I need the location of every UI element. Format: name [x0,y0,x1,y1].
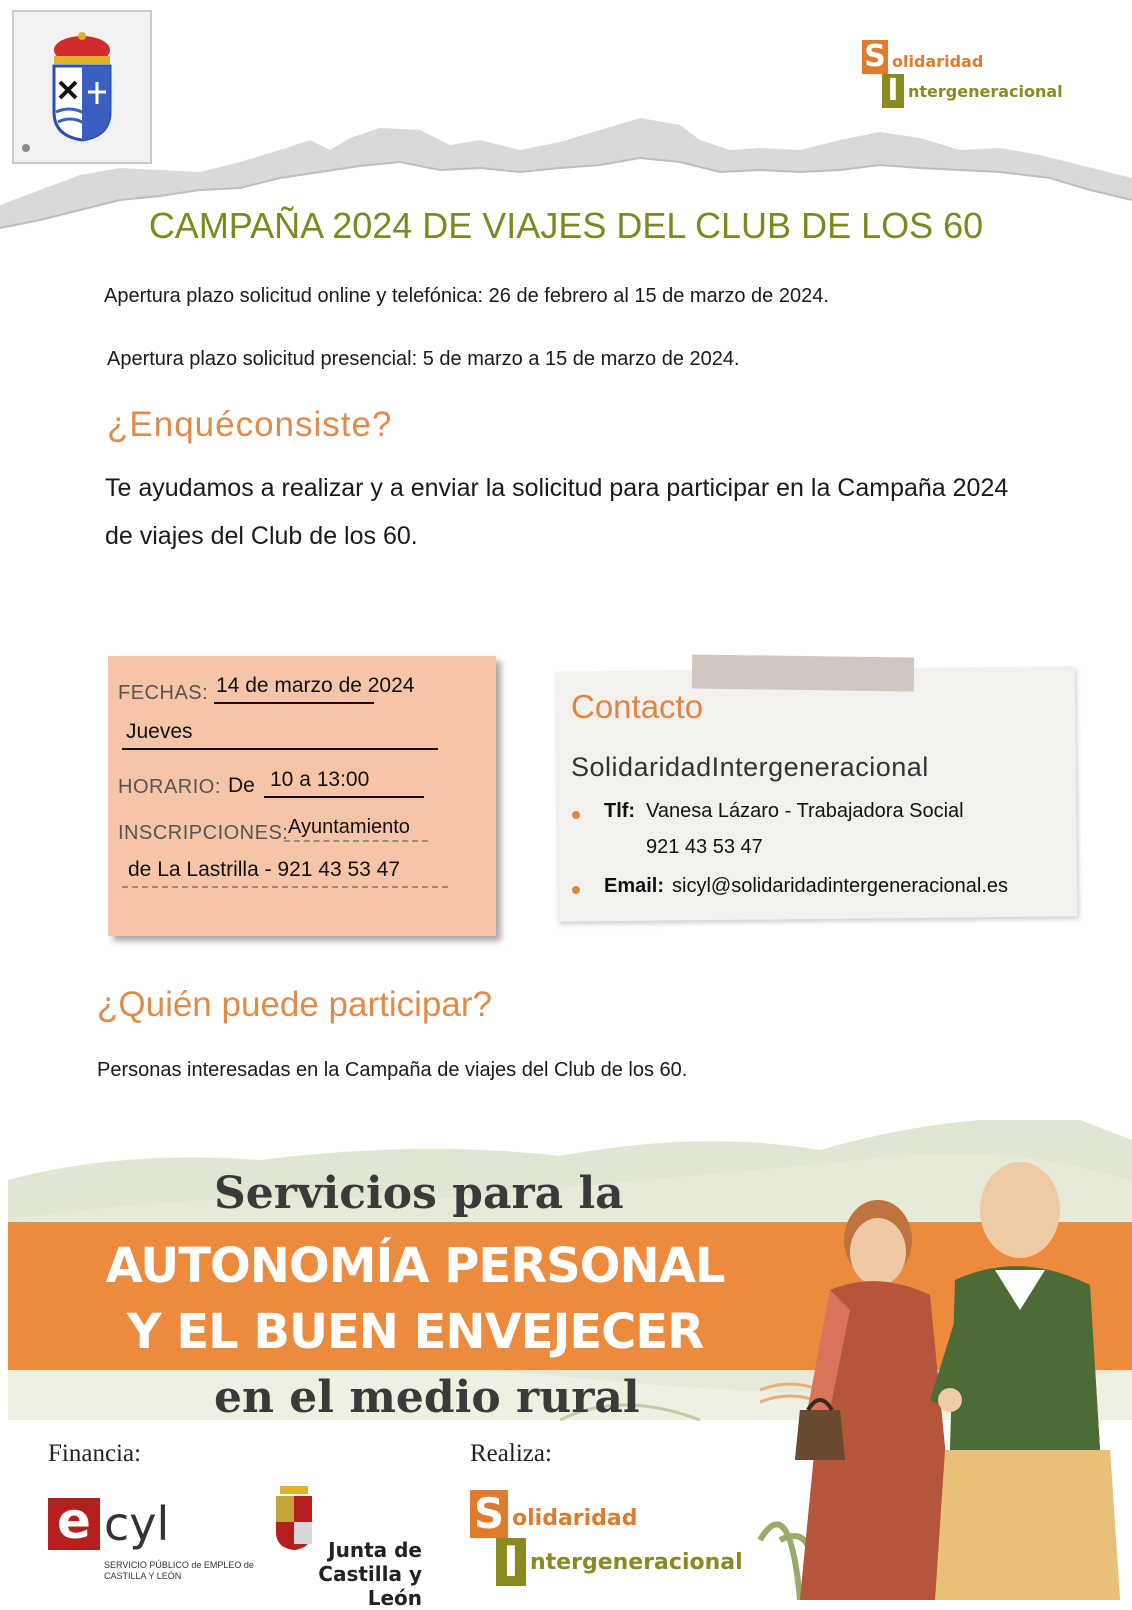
fechas-label: FECHAS: [118,682,209,704]
apertura-online: Apertura plazo solicitud online y telefónica: 26 de febrero al 15 de marzo de 2024. [104,285,829,307]
consiste-description: Te ayudamos a realizar y a enviar la solicitud para participar en la Campaña 2024 de viajes del Club de los 60. [105,474,1009,550]
torn-paper-header [0,0,1132,240]
junta-line-1: Junta de [328,1538,422,1562]
fechas-value: 14 de marzo de 2024 [216,674,415,697]
inscripciones-dash-2 [122,886,448,888]
ecyl-subtitle: SERVICIO PÚBLICO de EMPLEO de CASTILLA Y LEÓN [104,1560,254,1581]
email-label: Email: [604,875,665,897]
contacto-org: SolidaridadIntergeneracional [571,752,929,782]
dia-value: Jueves [126,720,193,743]
inscripciones-dash-1 [284,840,428,842]
logo-bottom-word-solidaridad: olidaridad [512,1506,638,1531]
fechas-underline [214,702,374,704]
logo-bottom-letter-s: S [470,1490,508,1538]
logo-letter-s: S [862,40,888,74]
ecyl-cyl: cyl [104,1497,170,1551]
ecyl-logo [48,1492,254,1588]
coat-of-arms [12,10,152,164]
horario-underline [264,796,424,798]
junta-cyl-logo [262,1486,422,1610]
fechas-card [108,656,496,936]
banner-line-3: Y EL BUEN ENVEJECER [126,1304,704,1360]
heading-que-consiste: ¿Enquéconsiste? [107,405,393,444]
tape-strip [692,654,914,691]
coat-of-arms-icon [14,12,150,162]
logo-word-solidaridad: olidaridad [892,52,984,71]
ecyl-e: e [48,1498,100,1550]
page-title: CAMPAÑA 2024 DE VIAJES DEL CLUB DE LOS 60 [148,205,984,246]
banner-line-1: Servicios para la [214,1168,624,1219]
email-value[interactable]: sicyl@solidaridadintergeneracional.es [672,875,1009,897]
bullet-icon [572,811,580,819]
logo-word-intergeneracional: ntergeneracional [908,82,1063,101]
inscripciones-value-2: de La Lastrilla - 921 43 53 47 [128,858,401,881]
logo-bottom-word-intergeneracional: ntergeneracional [530,1550,743,1575]
tlf-name: Vanesa Lázaro - Trabajadora Social [646,800,964,822]
tlf-label: Tlf: [604,800,636,822]
horario-de: De [228,774,255,797]
logo-letter-i: I [882,74,904,108]
horario-label: HORARIO: [118,776,221,798]
financia-label: Financia: [48,1440,142,1467]
logo-bottom-letter-i: I [496,1538,526,1586]
inscripciones-label: INSCRIPCIONES: [118,822,289,844]
solidaridad-intergeneracional-logo-bottom [470,1490,770,1590]
realiza-label: Realiza: [470,1440,552,1467]
apertura-presencial: Apertura plazo solicitud presencial: 5 de marzo a 15 de marzo de 2024. [107,348,740,370]
heading-contacto: Contacto [571,688,704,725]
dia-underline [122,748,438,750]
heading-quien-participa: ¿Quién puede participar? [97,985,492,1024]
solidaridad-intergeneracional-logo [862,40,1062,110]
banner-line-4: en el medio rural [214,1372,640,1423]
bullet-icon [572,886,580,894]
tlf-number: 921 43 53 47 [646,836,763,858]
quien-description: Personas interesadas en la Campaña de viajes del Club de los 60. [97,1059,688,1081]
banner-line-2: AUTONOMÍA PERSONAL [105,1238,725,1294]
inscripciones-value-1: Ayuntamiento [288,816,410,838]
junta-line-2: Castilla y León [318,1562,422,1610]
horario-value: 10 a 13:00 [270,768,370,791]
